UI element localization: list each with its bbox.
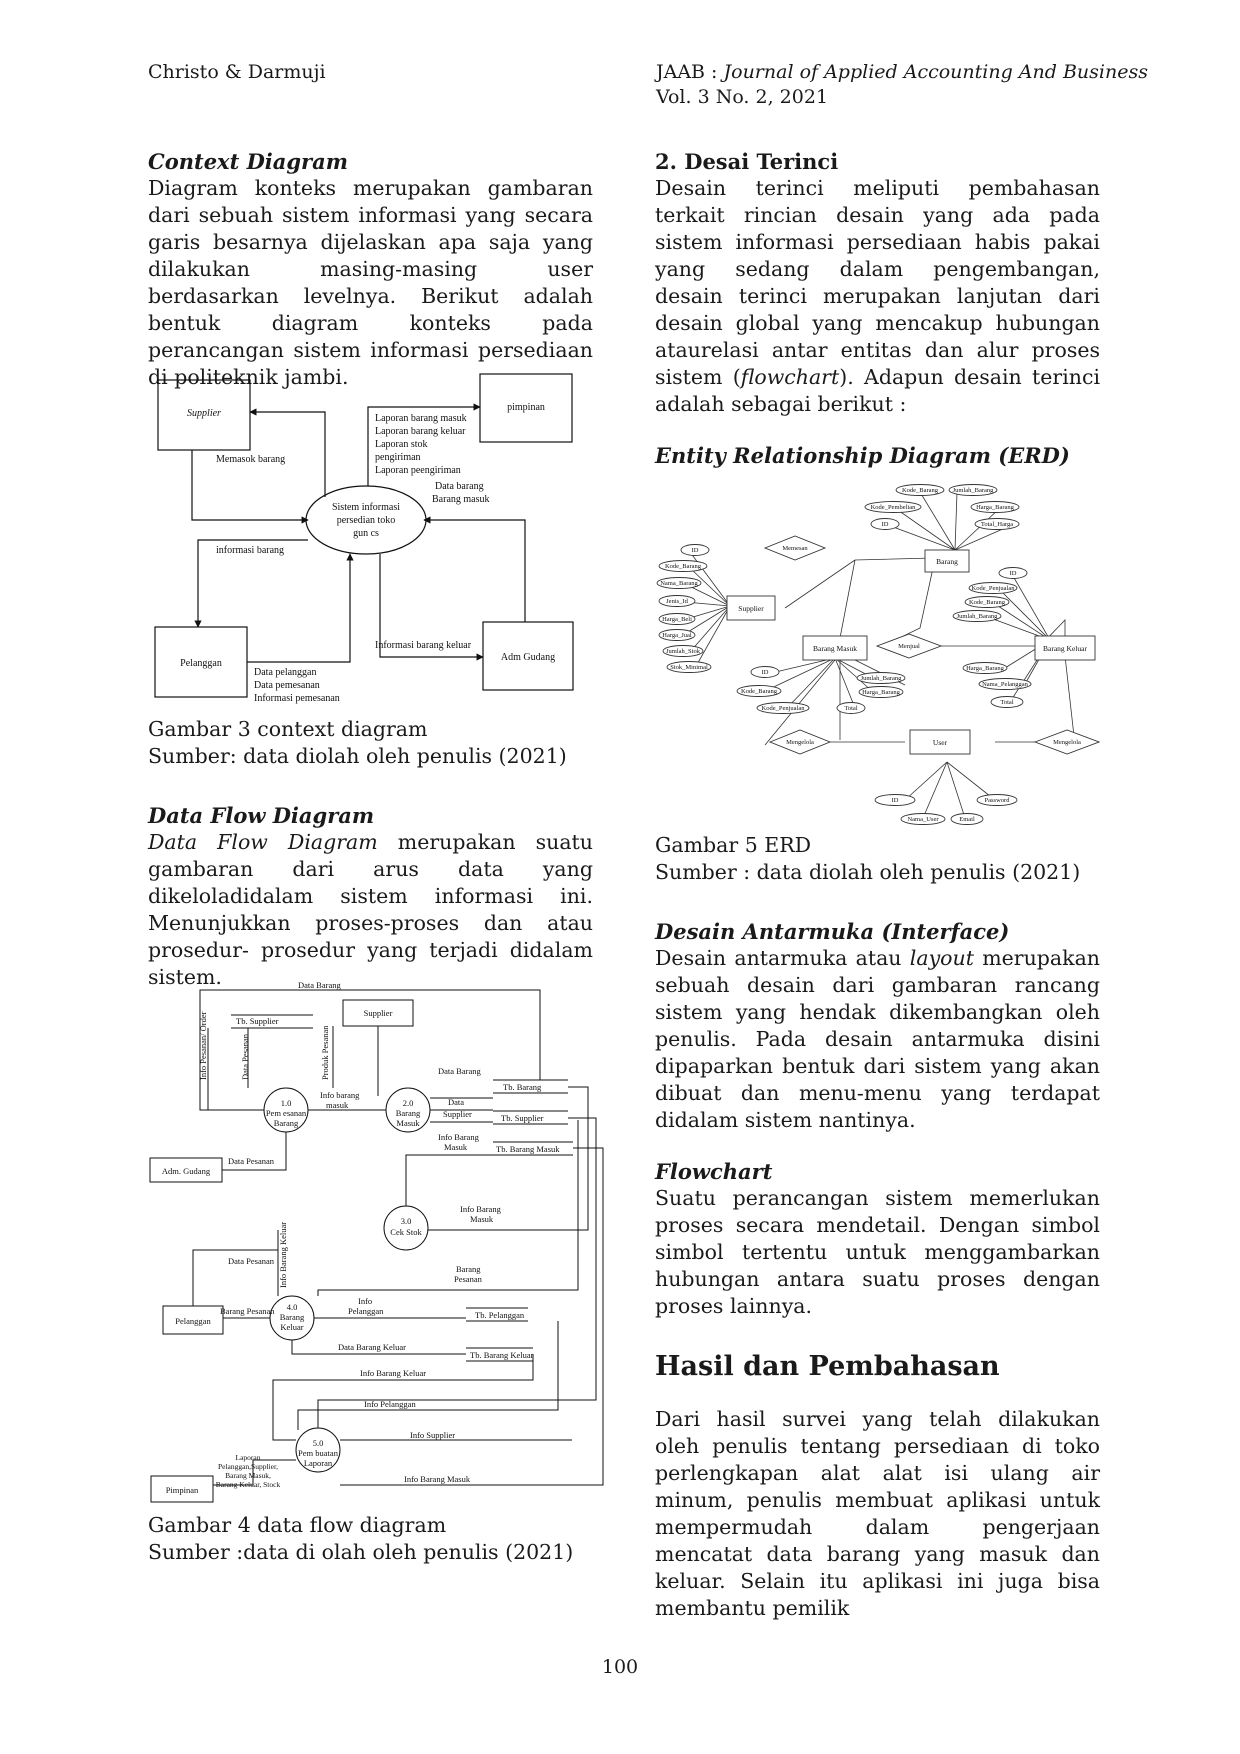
erd-attr-jumlah-barang: Jumlah_Barang <box>952 487 994 494</box>
ctx-system-line-2: persedian toko <box>336 515 396 526</box>
figure-4-source: Sumber :data di olah oleh penulis (2021) <box>148 1540 574 1564</box>
context-diagram-paragraph: Diagram konteks merupakan gambaran dari sebuah sistem informasi yang secara garis besarnya dijelaskan apa saja yang dilakukan masing-masing user berdasarkan levelnya. Berikut adalah bentuk diagram konteks pada perancangan sistem informasi persediaan di politeknik jambi. <box>148 176 593 389</box>
dfd-p3-line-2: Cek Stok <box>390 1227 422 1237</box>
ctx-informasi-pemesanan: Informasi pemesanan <box>254 693 340 704</box>
dfd-label-data-barang-top: Data Barang <box>298 980 341 990</box>
ctx-pimpinan-label: pimpinan <box>507 402 545 413</box>
left-column-dfd <box>148 802 593 991</box>
ctx-supplier-label: Supplier <box>187 408 221 419</box>
desain-terinci-heading: 2. Desai Terinci <box>655 149 839 174</box>
dfd-p4-line-1: 4.0 <box>286 1302 298 1312</box>
ctx-laporan-4: pengiriman <box>375 452 421 463</box>
dfd-p5-line-3: Laporan <box>303 1458 333 1468</box>
desain-para-a: Desain terinci meliputi pembahasan terkait rincian desain yang ada pada sistem informasi persediaan habis pakai yang sedang dalam pengembangan, desain terinci merupakan lanjutan dari desain global yang mencakup hubungan ataurelasi antar entitas dan alur proses sistem ( <box>655 176 1100 389</box>
erd-label-mengelola-left: Mengelola <box>786 739 814 746</box>
dfd-label-barang-pesanan2: Barang Pesanan <box>220 1306 275 1316</box>
erd-user-attr-id: ID <box>891 797 899 804</box>
ctx-pelanggan-label: Pelanggan <box>180 658 222 669</box>
flowchart-heading: Flowchart <box>655 1159 773 1184</box>
hasil-heading: Hasil dan Pembahasan <box>655 1351 1000 1382</box>
ctx-informasi-label: informasi barang <box>216 545 285 556</box>
ctx-data-barang: Data barang <box>435 481 484 492</box>
dfd-p1-line-3: Barang <box>273 1118 299 1128</box>
erd-heading: Entity Relationship Diagram (ERD) <box>655 443 1070 468</box>
dfd-label-info-barang-keluar-v: Info Barang Keluar <box>278 1221 288 1288</box>
dfd-label-info-pelanggan-2: Pelanggan <box>348 1306 384 1316</box>
dfd-label-laporan-3: Barang Masuk, <box>225 1471 271 1480</box>
erd-sup-attr-nama-barang: Nama_Barang <box>660 580 698 587</box>
erd-label-memesan: Memesan <box>782 545 808 552</box>
dfd-heading: Data Flow Diagram <box>148 803 375 828</box>
erd-kel-attr-harga-barang: Harga_Barang <box>966 665 1004 672</box>
ctx-info-keluar: Informasi barang keluar <box>375 640 472 651</box>
interface-heading: Desain Antarmuka (Interface) <box>655 919 1010 944</box>
dfd-label-info-barang-masuk-1: Info barang <box>320 1090 360 1100</box>
erd-sup-attr-jenis-id: Jenis_Id <box>666 598 688 605</box>
dfd-label-data-supplier-2: Supplier <box>443 1109 472 1119</box>
erd-sup-attr-kode-barang: Kode_Barang <box>664 563 702 570</box>
dfd-label-adm: Adm. Gudang <box>161 1166 211 1176</box>
hasil-paragraph: Dari hasil survei yang telah dilakukan oleh penulis tentang persediaan di toko perlengkapan alat alat isi ulang air minum, penulis membuat aplikasi untuk mempermudah dalam pengerjaan mencatat data barang yang masuk dan keluar. Selain itu aplikasi ini juga bisa membantu pemilik <box>655 1407 1100 1620</box>
journal-prefix: JAAB : <box>656 61 724 83</box>
right-column-desain <box>655 148 1100 469</box>
dfd-label-data-barang: Data Barang <box>438 1066 481 1076</box>
figure-4-caption: Gambar 4 data flow diagram <box>148 1513 447 1537</box>
dfd-label-pelanggan: Pelanggan <box>175 1316 211 1326</box>
dfd-label-laporan-2: Pelanggan,Supplier, <box>217 1462 279 1471</box>
dfd-label-barang-pesanan-1: Barang <box>456 1264 481 1274</box>
journal-volume: Vol. 3 No. 2, 2021 <box>656 86 829 108</box>
erd-mas-attr-kode-barang: Kode_Barang <box>740 688 778 695</box>
dfd-label-info-barang-masuk4: Info Barang Masuk <box>404 1474 471 1484</box>
dfd-p5-line-2: Pem buatan <box>298 1448 338 1458</box>
dfd-label-info-barang-masuk3-2: Masuk <box>470 1214 494 1224</box>
desain-para-em: flowchart <box>740 365 840 389</box>
ctx-laporan-3: Laporan stok <box>375 439 428 450</box>
figure-4-caption-block <box>148 1512 593 1566</box>
dfd-label-info-barang-masuk3-1: Info Barang <box>460 1204 501 1214</box>
erd-attr-total-harga: Total_Harga <box>980 521 1014 528</box>
erd-label-menjual: Menjual <box>898 643 920 650</box>
interface-para-a: Desain antarmuka atau <box>655 946 910 970</box>
left-column-intro <box>148 148 593 391</box>
dfd-label-produk-pesanan: Produk Pesanan <box>320 1025 330 1080</box>
dfd-label-laporan-4: Barang Keluar, Stock <box>215 1480 281 1489</box>
dfd-label-info-pelanggan2: Info Pelanggan <box>364 1399 416 1409</box>
erd-sup-attr-harga-jual: Harga_Jual <box>662 632 692 639</box>
dfd-label-info-supplier: Info Supplier <box>410 1430 456 1440</box>
ctx-system-line-3: gun cs <box>353 528 379 539</box>
erd-sup-attr-id: ID <box>691 547 699 554</box>
erd-attr-id: ID <box>881 521 889 528</box>
dfd-label-tb-pelanggan: Tb. Pelanggan <box>475 1310 525 1320</box>
erd-kel-attr-total: Total <box>1000 699 1014 706</box>
erd-user-attr-email: Email <box>959 816 975 823</box>
context-diagram-heading: Context Diagram <box>148 149 348 174</box>
erd-kel-attr-jumlah-barang: Jumlah_Barang <box>956 613 998 620</box>
figure-5-caption: Gambar 5 ERD <box>655 833 812 857</box>
dfd-p2-line-3: Masuk <box>396 1118 420 1128</box>
dfd-p2-line-1: 2.0 <box>402 1098 414 1108</box>
dfd-p3-line-1: 3.0 <box>400 1216 412 1226</box>
erd-label-user: User <box>932 738 948 747</box>
dfd-label-data-pesanan-v: Data Pesanan <box>240 1033 250 1080</box>
dfd-label-info-pelanggan-1: Info <box>358 1296 373 1306</box>
erd-figure <box>655 480 1100 832</box>
ctx-data-pelanggan: Data pelanggan <box>254 667 317 678</box>
erd-mas-attr-jumlah-barang: Jumlah_Barang <box>860 675 902 682</box>
erd-sup-attr-stok-minimal: Stok_Minimal <box>670 664 708 671</box>
erd-attr-kode-pembelian: Kode_Pembelian <box>870 504 916 511</box>
journal-name: Journal of Applied Accounting And Business <box>723 61 1148 83</box>
dfd-label-tb-barang: Tb. Barang <box>503 1082 542 1092</box>
erd-mas-attr-harga-barang: Harga_Barang <box>862 689 900 696</box>
dfd-figure <box>148 980 608 1510</box>
erd-mas-attr-total: Total <box>844 705 858 712</box>
erd-kel-attr-kode-penjualan: Kode_Penjualan <box>971 585 1015 592</box>
dfd-label-data-pesanan2: Data Pesanan <box>228 1256 275 1266</box>
dfd-label-info-barang-masuk-2: masuk <box>326 1100 349 1110</box>
dfd-p1-line-1: 1.0 <box>280 1098 292 1108</box>
figure-5-caption-block <box>655 832 1100 886</box>
erd-user-attr-password: Password <box>984 797 1010 804</box>
dfd-label-data-barang-keluar: Data Barang Keluar <box>338 1342 406 1352</box>
dfd-p4-line-3: Keluar <box>280 1322 304 1332</box>
dfd-label-barang-pesanan-2: Pesanan <box>454 1274 482 1284</box>
ctx-system-line-1: Sistem informasi <box>331 502 401 513</box>
dfd-label-tb-barang-masuk: Tb. Barang Masuk <box>496 1144 560 1154</box>
dfd-label-laporan-1: Laporan <box>235 1453 261 1462</box>
erd-label-barang-masuk: Barang Masuk <box>813 644 857 653</box>
erd-kel-attr-nama-pelanggan: Nama_Pelanggan <box>982 681 1028 688</box>
erd-label-barang: Barang <box>936 557 958 566</box>
figure-3-caption-block <box>148 716 593 770</box>
erd-attr-kode-barang: Kode_Barang <box>901 487 939 494</box>
dfd-label-tb-supplier2: Tb. Supplier <box>501 1113 544 1123</box>
desain-para-b: ). Adapun desain terinci adalah sebagai berikut : <box>655 365 1101 416</box>
dfd-p4-line-2: Barang <box>279 1312 305 1322</box>
context-diagram-figure <box>150 372 580 712</box>
dfd-label-pimpinan: Pimpinan <box>165 1485 199 1495</box>
interface-para-b: merupakan sebuah desain dari gambaran rancang sistem yang hendak dikembangkan oleh penulis. Pada desain antarmuka disini dipaparkan bentuk dari sistem yang akan dibuat dan menu-menu yang terdapat didalam sistem nantinya. <box>655 946 1101 1132</box>
dfd-label-tb-supplier: Tb. Supplier <box>236 1016 279 1026</box>
dfd-paragraph <box>148 829 593 991</box>
dfd-p1-line-2: Pem esanan <box>265 1108 307 1118</box>
erd-mas-attr-id: ID <box>761 669 769 676</box>
ctx-laporan-5: Laporan peengiriman <box>375 465 461 476</box>
erd-label-supplier: Supplier <box>738 604 764 613</box>
dfd-label-data-supplier-1: Data <box>448 1097 465 1107</box>
page-number: 100 <box>601 1656 639 1678</box>
dfd-label-info-pesanan: Info Pesanan/ Order <box>198 1011 208 1080</box>
dfd-p5-line-1: 5.0 <box>312 1438 324 1448</box>
dfd-paragraph-text: merupakan suatu gambaran dari arus data yang dikeloladidalam sistem informasi ini. Menunjukkan proses-proses dan atau prosedur- prosedur yang terjadi didalam sistem. <box>148 830 593 989</box>
dfd-p2-line-2: Barang <box>395 1108 421 1118</box>
dfd-label-info-barang-masuk2-1: Info Barang <box>438 1132 479 1142</box>
dfd-label-tb-barang-keluar: Tb. Barang Keluar <box>470 1350 534 1360</box>
interface-para-em: layout <box>909 946 974 970</box>
erd-label-mengelola-right: Mengelola <box>1053 739 1081 746</box>
dfd-paragraph-em: Data Flow Diagram <box>148 830 378 854</box>
erd-kel-attr-id: ID <box>1009 570 1017 577</box>
ctx-memasok-label: Memasok barang <box>216 454 286 465</box>
dfd-label-info-barang-masuk2-2: Masuk <box>444 1142 468 1152</box>
erd-sup-attr-harga-beli: Harga_Beli <box>662 616 692 623</box>
dfd-label-info-barang-keluar: Info Barang Keluar <box>360 1368 427 1378</box>
right-column-lower <box>655 918 1100 1622</box>
dfd-label-supplier: Supplier <box>363 1008 393 1018</box>
figure-5-source: Sumber : data diolah oleh penulis (2021) <box>655 860 1081 884</box>
erd-kel-attr-kode-barang: Kode_Barang <box>968 599 1006 606</box>
flowchart-paragraph: Suatu perancangan sistem memerlukan proses secara mendetail. Dengan simbol simbol tertentu untuk menggambarkan hubungan antara suatu proses dengan proses lainnya. <box>655 1186 1100 1318</box>
figure-3-caption: Gambar 3 context diagram <box>148 717 428 741</box>
running-header-journal <box>656 60 1148 110</box>
erd-attr-harga-barang: Harga_Barang <box>976 504 1014 511</box>
desain-terinci-paragraph <box>655 175 1100 418</box>
ctx-laporan-1: Laporan barang masuk <box>375 413 467 424</box>
ctx-adm-label: Adm Gudang <box>500 652 556 663</box>
erd-label-barang-keluar: Barang Keluar <box>1043 644 1087 653</box>
erd-user-attr-nama-user: Nama_User <box>907 816 939 823</box>
ctx-data-pemesanan: Data pemesanan <box>254 680 320 691</box>
running-header-authors: Christo & Darmuji <box>148 61 326 83</box>
figure-3-source: Sumber: data diolah oleh penulis (2021) <box>148 744 567 768</box>
erd-mas-attr-kode-penjualan: Kode_Penjualan <box>761 705 805 712</box>
ctx-barang-masuk: Barang masuk <box>432 494 490 505</box>
ctx-laporan-2: Laporan barang keluar <box>375 426 466 437</box>
erd-sup-attr-jumlah-stok: Jumlah_Stok <box>666 648 700 655</box>
interface-paragraph <box>655 945 1100 1134</box>
dfd-label-data-pesanan: Data Pesanan <box>228 1156 275 1166</box>
